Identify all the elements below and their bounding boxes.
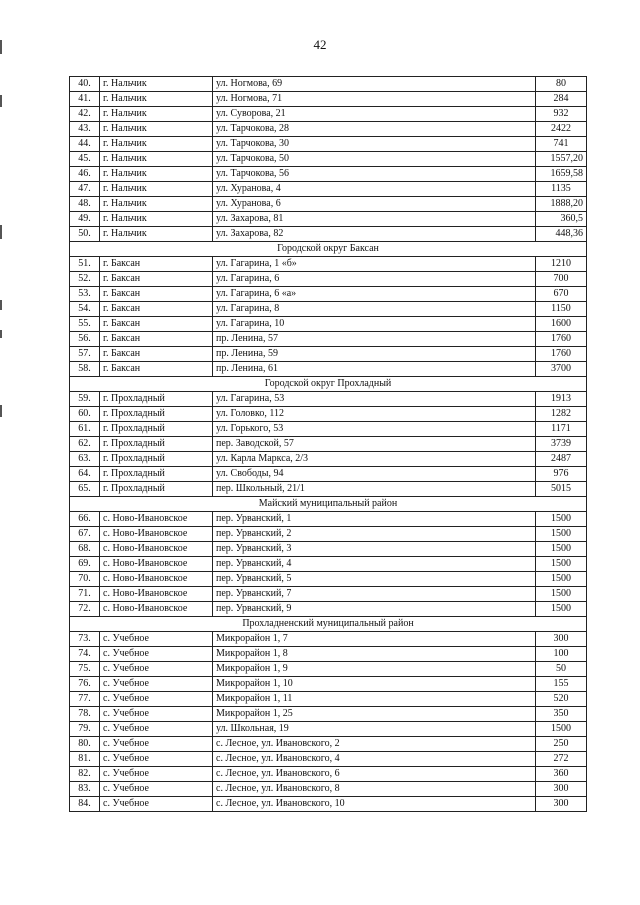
- row-number-cell: 74.: [70, 647, 100, 662]
- table-row: [70, 527, 587, 542]
- table-row: [70, 107, 587, 122]
- row-number-cell: 47.: [70, 182, 100, 197]
- value-cell: 1171: [536, 422, 587, 437]
- row-number-cell: 57.: [70, 347, 100, 362]
- table-row: [70, 737, 587, 752]
- value-cell: 1135: [536, 182, 587, 197]
- address-cell: ул. Тарчокова, 50: [213, 152, 536, 167]
- address-cell: с. Лесное, ул. Ивановского, 6: [213, 767, 536, 782]
- locality-cell: с. Ново-Ивановское: [100, 542, 213, 557]
- locality-cell: с. Учебное: [100, 767, 213, 782]
- locality-cell: г. Нальчик: [100, 227, 213, 242]
- page-number: 42: [313, 37, 327, 52]
- table-row: [70, 707, 587, 722]
- table-row: [70, 227, 587, 242]
- locality-cell: г. Прохладный: [100, 437, 213, 452]
- row-number-cell: 73.: [70, 632, 100, 647]
- section-header: Городской округ Баксан: [70, 242, 587, 257]
- address-cell: Микрорайон 1, 9: [213, 662, 536, 677]
- locality-cell: г. Нальчик: [100, 107, 213, 122]
- value-cell: 50: [536, 662, 587, 677]
- table-row: [70, 632, 587, 647]
- row-number-cell: 46.: [70, 167, 100, 182]
- section-header-row: [70, 377, 587, 392]
- address-cell: ул. Тарчокова, 56: [213, 167, 536, 182]
- scan-edge-mark: [0, 95, 2, 107]
- table-row: [70, 782, 587, 797]
- table-row: [70, 122, 587, 137]
- value-cell: 300: [536, 782, 587, 797]
- address-cell: с. Лесное, ул. Ивановского, 8: [213, 782, 536, 797]
- address-cell: ул. Суворова, 21: [213, 107, 536, 122]
- value-cell: 360: [536, 767, 587, 782]
- row-number-cell: 54.: [70, 302, 100, 317]
- table-row: [70, 362, 587, 377]
- table-row: [70, 797, 587, 812]
- table-row: [70, 212, 587, 227]
- table-row: [70, 722, 587, 737]
- locality-cell: с. Ново-Ивановское: [100, 587, 213, 602]
- address-cell: ул. Гагарина, 6: [213, 272, 536, 287]
- value-cell: 1600: [536, 317, 587, 332]
- value-cell: 250: [536, 737, 587, 752]
- value-cell: 1760: [536, 347, 587, 362]
- value-cell: 2422: [536, 122, 587, 137]
- table-row: [70, 542, 587, 557]
- section-header-row: [70, 497, 587, 512]
- locality-cell: с. Учебное: [100, 707, 213, 722]
- locality-cell: с. Ново-Ивановское: [100, 572, 213, 587]
- row-number-cell: 63.: [70, 452, 100, 467]
- value-cell: 100: [536, 647, 587, 662]
- address-cell: ул. Тарчокова, 28: [213, 122, 536, 137]
- value-cell: 1500: [536, 527, 587, 542]
- scan-edge-mark: [0, 405, 2, 417]
- table-row: [70, 137, 587, 152]
- registry-table: [69, 76, 587, 812]
- value-cell: 1557,20: [536, 152, 587, 167]
- value-cell: 1500: [536, 557, 587, 572]
- value-cell: 1500: [536, 602, 587, 617]
- value-cell: 1500: [536, 587, 587, 602]
- value-cell: 80: [536, 77, 587, 92]
- locality-cell: г. Нальчик: [100, 167, 213, 182]
- value-cell: 5015: [536, 482, 587, 497]
- address-cell: с. Лесное, ул. Ивановского, 4: [213, 752, 536, 767]
- address-cell: пер. Заводской, 57: [213, 437, 536, 452]
- table-row: [70, 647, 587, 662]
- table-row: [70, 437, 587, 452]
- table-row: [70, 392, 587, 407]
- locality-cell: г. Баксан: [100, 302, 213, 317]
- table-row: [70, 182, 587, 197]
- address-cell: ул. Горького, 53: [213, 422, 536, 437]
- locality-cell: с. Учебное: [100, 677, 213, 692]
- locality-cell: г. Нальчик: [100, 212, 213, 227]
- locality-cell: с. Учебное: [100, 782, 213, 797]
- address-cell: пер. Урванский, 7: [213, 587, 536, 602]
- value-cell: 300: [536, 797, 587, 812]
- address-cell: пр. Ленина, 57: [213, 332, 536, 347]
- scan-edge-mark: [0, 225, 2, 239]
- table-row: [70, 467, 587, 482]
- row-number-cell: 69.: [70, 557, 100, 572]
- section-header-row: [70, 242, 587, 257]
- address-cell: Микрорайон 1, 8: [213, 647, 536, 662]
- locality-cell: г. Баксан: [100, 317, 213, 332]
- value-cell: 1500: [536, 572, 587, 587]
- locality-cell: г. Баксан: [100, 272, 213, 287]
- address-cell: с. Лесное, ул. Ивановского, 2: [213, 737, 536, 752]
- row-number-cell: 43.: [70, 122, 100, 137]
- row-number-cell: 52.: [70, 272, 100, 287]
- table-row: [70, 557, 587, 572]
- table-row: [70, 452, 587, 467]
- value-cell: 976: [536, 467, 587, 482]
- section-header-row: [70, 617, 587, 632]
- row-number-cell: 67.: [70, 527, 100, 542]
- locality-cell: г. Прохладный: [100, 467, 213, 482]
- value-cell: 670: [536, 287, 587, 302]
- table-row: [70, 767, 587, 782]
- value-cell: 1913: [536, 392, 587, 407]
- address-cell: пер. Урванский, 4: [213, 557, 536, 572]
- address-cell: пер. Урванский, 9: [213, 602, 536, 617]
- value-cell: 1282: [536, 407, 587, 422]
- locality-cell: с. Учебное: [100, 662, 213, 677]
- value-cell: 2487: [536, 452, 587, 467]
- row-number-cell: 81.: [70, 752, 100, 767]
- address-cell: Микрорайон 1, 25: [213, 707, 536, 722]
- value-cell: 360,5: [536, 212, 587, 227]
- table-row: [70, 287, 587, 302]
- locality-cell: г. Баксан: [100, 332, 213, 347]
- table-row: [70, 662, 587, 677]
- row-number-cell: 58.: [70, 362, 100, 377]
- scan-edge-marks: [0, 0, 4, 905]
- locality-cell: с. Ново-Ивановское: [100, 512, 213, 527]
- row-number-cell: 84.: [70, 797, 100, 812]
- address-cell: ул. Головко, 112: [213, 407, 536, 422]
- row-number-cell: 60.: [70, 407, 100, 422]
- value-cell: 1150: [536, 302, 587, 317]
- address-cell: пер. Урванский, 2: [213, 527, 536, 542]
- address-cell: Микрорайон 1, 11: [213, 692, 536, 707]
- row-number-cell: 56.: [70, 332, 100, 347]
- row-number-cell: 44.: [70, 137, 100, 152]
- address-cell: ул. Гагарина, 6 «а»: [213, 287, 536, 302]
- table-row: [70, 482, 587, 497]
- address-cell: пер. Школьный, 21/1: [213, 482, 536, 497]
- row-number-cell: 40.: [70, 77, 100, 92]
- locality-cell: г. Нальчик: [100, 197, 213, 212]
- address-cell: ул. Ногмова, 71: [213, 92, 536, 107]
- table-row: [70, 347, 587, 362]
- locality-cell: г. Нальчик: [100, 152, 213, 167]
- address-cell: пер. Урванский, 1: [213, 512, 536, 527]
- value-cell: 741: [536, 137, 587, 152]
- row-number-cell: 78.: [70, 707, 100, 722]
- value-cell: 1888,20: [536, 197, 587, 212]
- locality-cell: г. Прохладный: [100, 422, 213, 437]
- row-number-cell: 76.: [70, 677, 100, 692]
- table-row: [70, 77, 587, 92]
- row-number-cell: 62.: [70, 437, 100, 452]
- row-number-cell: 61.: [70, 422, 100, 437]
- table-row: [70, 512, 587, 527]
- table-row: [70, 92, 587, 107]
- table-row: [70, 317, 587, 332]
- address-cell: Микрорайон 1, 10: [213, 677, 536, 692]
- row-number-cell: 53.: [70, 287, 100, 302]
- address-cell: с. Лесное, ул. Ивановского, 10: [213, 797, 536, 812]
- value-cell: 1500: [536, 512, 587, 527]
- locality-cell: с. Учебное: [100, 737, 213, 752]
- locality-cell: г. Баксан: [100, 257, 213, 272]
- table-row: [70, 407, 587, 422]
- row-number-cell: 80.: [70, 737, 100, 752]
- locality-cell: с. Учебное: [100, 797, 213, 812]
- locality-cell: с. Учебное: [100, 752, 213, 767]
- table-row: [70, 752, 587, 767]
- row-number-cell: 83.: [70, 782, 100, 797]
- row-number-cell: 41.: [70, 92, 100, 107]
- row-number-cell: 49.: [70, 212, 100, 227]
- row-number-cell: 66.: [70, 512, 100, 527]
- table-row: [70, 272, 587, 287]
- address-cell: ул. Гагарина, 1 «б»: [213, 257, 536, 272]
- section-header: Городской округ Прохладный: [70, 377, 587, 392]
- row-number-cell: 82.: [70, 767, 100, 782]
- row-number-cell: 68.: [70, 542, 100, 557]
- locality-cell: с. Ново-Ивановское: [100, 557, 213, 572]
- table-row: [70, 602, 587, 617]
- address-cell: ул. Карла Маркса, 2/3: [213, 452, 536, 467]
- locality-cell: с. Ново-Ивановское: [100, 527, 213, 542]
- scan-edge-mark: [0, 330, 2, 338]
- value-cell: 3739: [536, 437, 587, 452]
- scan-edge-mark: [0, 300, 2, 310]
- table-row: [70, 692, 587, 707]
- locality-cell: с. Учебное: [100, 722, 213, 737]
- locality-cell: с. Ново-Ивановское: [100, 602, 213, 617]
- value-cell: 520: [536, 692, 587, 707]
- locality-cell: г. Прохладный: [100, 407, 213, 422]
- row-number-cell: 75.: [70, 662, 100, 677]
- row-number-cell: 59.: [70, 392, 100, 407]
- locality-cell: г. Баксан: [100, 347, 213, 362]
- row-number-cell: 48.: [70, 197, 100, 212]
- locality-cell: г. Прохладный: [100, 392, 213, 407]
- value-cell: 1210: [536, 257, 587, 272]
- address-cell: пр. Ленина, 61: [213, 362, 536, 377]
- value-cell: 1659,58: [536, 167, 587, 182]
- table-row: [70, 677, 587, 692]
- value-cell: 1760: [536, 332, 587, 347]
- value-cell: 1500: [536, 722, 587, 737]
- locality-cell: г. Нальчик: [100, 77, 213, 92]
- value-cell: 700: [536, 272, 587, 287]
- table-row: [70, 572, 587, 587]
- address-cell: ул. Школьная, 19: [213, 722, 536, 737]
- locality-cell: г. Нальчик: [100, 137, 213, 152]
- table-row: [70, 587, 587, 602]
- value-cell: 272: [536, 752, 587, 767]
- locality-cell: г. Баксан: [100, 362, 213, 377]
- value-cell: 3700: [536, 362, 587, 377]
- locality-cell: с. Учебное: [100, 692, 213, 707]
- table-row: [70, 167, 587, 182]
- locality-cell: г. Прохладный: [100, 452, 213, 467]
- registry-table-body: [70, 77, 587, 812]
- section-header: Майский муниципальный район: [70, 497, 587, 512]
- table-row: [70, 422, 587, 437]
- address-cell: ул. Тарчокова, 30: [213, 137, 536, 152]
- row-number-cell: 79.: [70, 722, 100, 737]
- address-cell: ул. Гагарина, 8: [213, 302, 536, 317]
- address-cell: ул. Ногмова, 69: [213, 77, 536, 92]
- locality-cell: с. Учебное: [100, 632, 213, 647]
- address-cell: Микрорайон 1, 7: [213, 632, 536, 647]
- value-cell: 350: [536, 707, 587, 722]
- table-row: [70, 197, 587, 212]
- value-cell: 932: [536, 107, 587, 122]
- value-cell: 448,36: [536, 227, 587, 242]
- row-number-cell: 45.: [70, 152, 100, 167]
- value-cell: 284: [536, 92, 587, 107]
- row-number-cell: 71.: [70, 587, 100, 602]
- row-number-cell: 51.: [70, 257, 100, 272]
- address-cell: ул. Свободы, 94: [213, 467, 536, 482]
- locality-cell: с. Учебное: [100, 647, 213, 662]
- address-cell: ул. Гагарина, 53: [213, 392, 536, 407]
- row-number-cell: 64.: [70, 467, 100, 482]
- section-header: Прохладненский муниципальный район: [70, 617, 587, 632]
- locality-cell: г. Прохладный: [100, 482, 213, 497]
- locality-cell: г. Нальчик: [100, 182, 213, 197]
- value-cell: 300: [536, 632, 587, 647]
- locality-cell: г. Нальчик: [100, 92, 213, 107]
- row-number-cell: 70.: [70, 572, 100, 587]
- row-number-cell: 55.: [70, 317, 100, 332]
- row-number-cell: 42.: [70, 107, 100, 122]
- scan-edge-mark: [0, 40, 2, 54]
- address-cell: ул. Захарова, 82: [213, 227, 536, 242]
- locality-cell: г. Нальчик: [100, 122, 213, 137]
- row-number-cell: 72.: [70, 602, 100, 617]
- value-cell: 1500: [536, 542, 587, 557]
- locality-cell: г. Баксан: [100, 287, 213, 302]
- value-cell: 155: [536, 677, 587, 692]
- table-row: [70, 257, 587, 272]
- table-row: [70, 152, 587, 167]
- address-cell: ул. Гагарина, 10: [213, 317, 536, 332]
- row-number-cell: 50.: [70, 227, 100, 242]
- address-cell: ул. Хуранова, 6: [213, 197, 536, 212]
- address-cell: пер. Урванский, 3: [213, 542, 536, 557]
- address-cell: пер. Урванский, 5: [213, 572, 536, 587]
- table-row: [70, 332, 587, 347]
- table-row: [70, 302, 587, 317]
- row-number-cell: 77.: [70, 692, 100, 707]
- address-cell: ул. Захарова, 81: [213, 212, 536, 227]
- address-cell: пр. Ленина, 59: [213, 347, 536, 362]
- address-cell: ул. Хуранова, 4: [213, 182, 536, 197]
- row-number-cell: 65.: [70, 482, 100, 497]
